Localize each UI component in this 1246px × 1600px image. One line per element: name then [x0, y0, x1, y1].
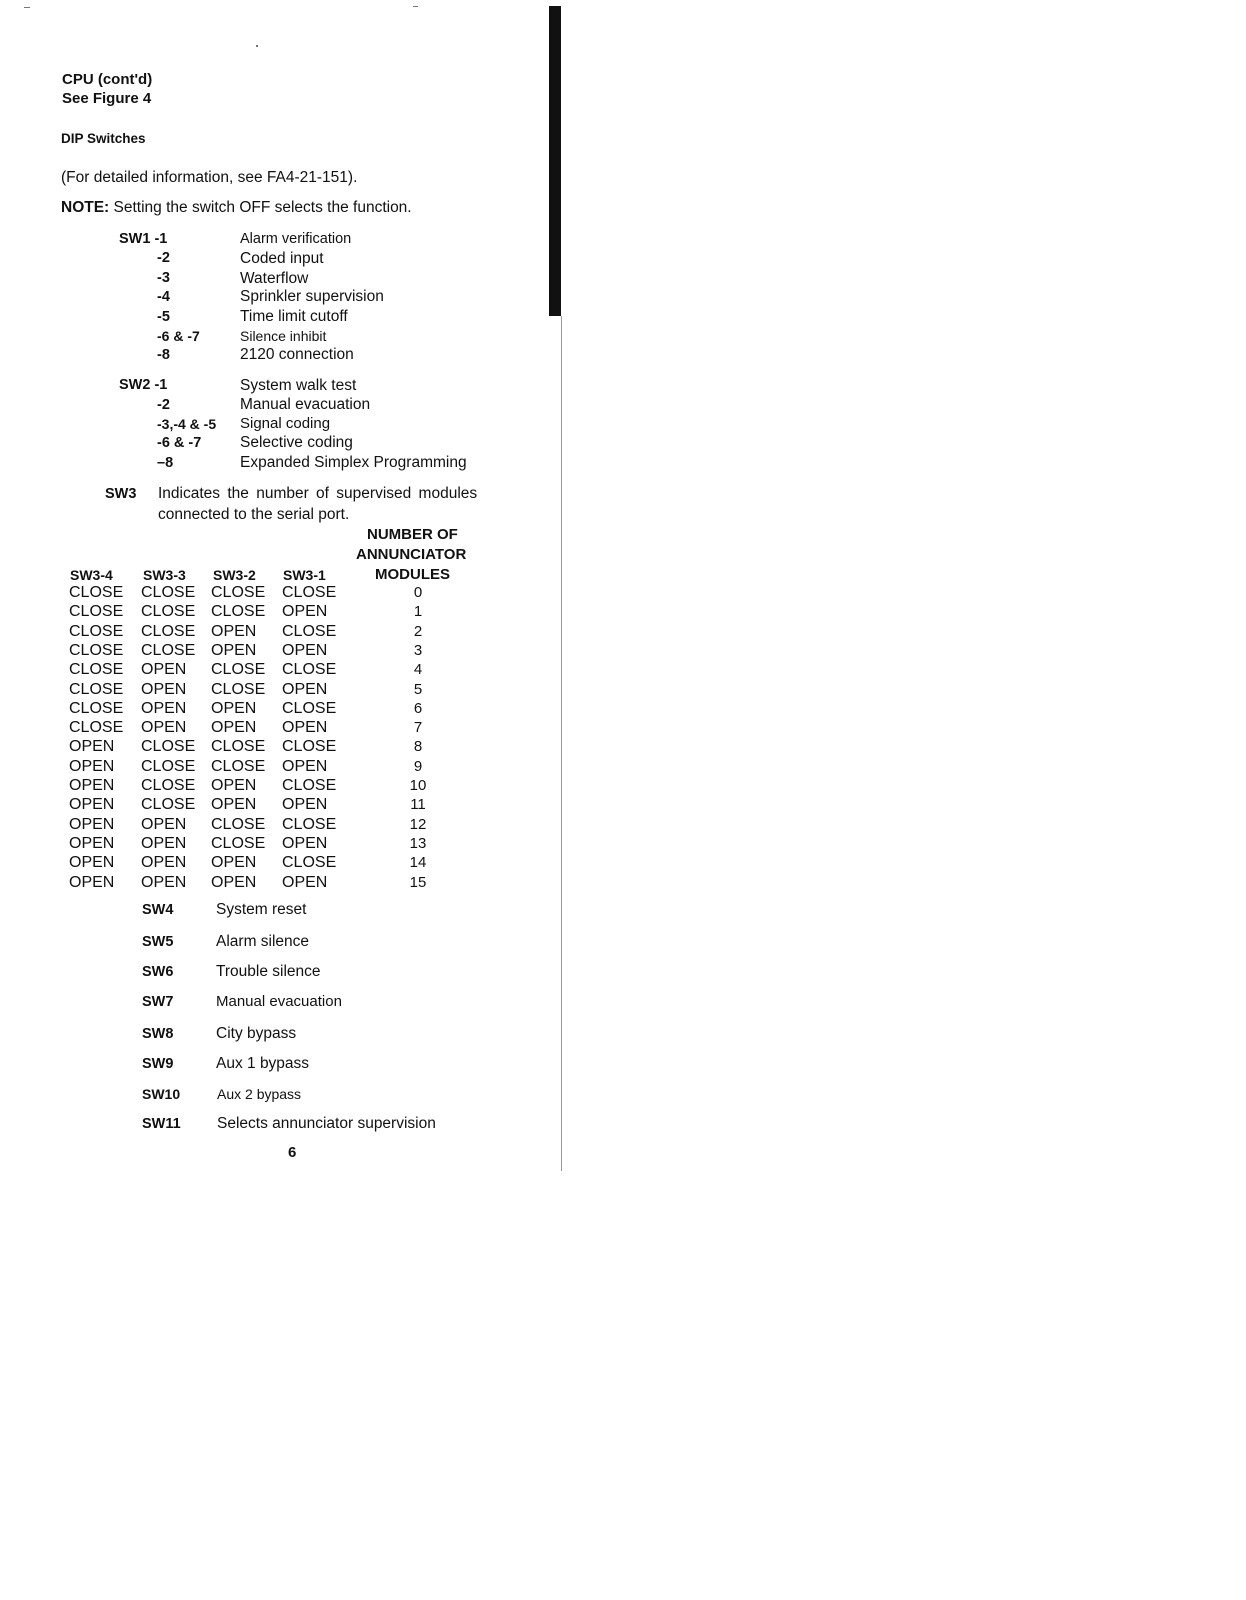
- cell-sw3-4: OPEN: [69, 854, 115, 872]
- sw1-8-desc: 2120 connection: [240, 346, 354, 363]
- cell-sw3-3: OPEN: [141, 680, 187, 698]
- table-row: [0, 795, 560, 815]
- cell-sw3-1: CLOSE: [282, 661, 337, 679]
- cell-sw3-4: CLOSE: [69, 584, 124, 601]
- cell-sw3-1: OPEN: [282, 719, 328, 737]
- sw6-id: SW6: [142, 964, 174, 980]
- cell-sw3-1: CLOSE: [282, 815, 337, 833]
- sw5-desc: Alarm silence: [216, 933, 310, 950]
- section-title: CPU (cont'd): [62, 71, 153, 88]
- cell-sw3-1: OPEN: [282, 757, 328, 775]
- table-row: [0, 699, 560, 719]
- cell-sw3-1: OPEN: [282, 873, 328, 891]
- sw9-desc: Aux 1 bypass: [216, 1055, 310, 1072]
- sw1-1-desc: Alarm verification: [240, 231, 352, 247]
- cell-sw3-4: OPEN: [69, 796, 115, 814]
- table-row: [0, 834, 560, 854]
- col-header-sw3-1: SW3-1: [283, 567, 326, 583]
- table-row: [0, 873, 560, 893]
- cell-module-count: 10: [409, 777, 427, 794]
- sw1-4-id: -4: [157, 289, 170, 305]
- sw2-2-id: -2: [157, 397, 170, 413]
- cell-sw3-3: CLOSE: [141, 738, 196, 756]
- cell-module-count: 12: [409, 815, 427, 833]
- cell-sw3-1: CLOSE: [282, 622, 337, 640]
- sw1-6-desc: Silence inhibit: [240, 328, 327, 344]
- sw2-6-desc: Selective coding: [240, 434, 353, 451]
- cell-module-count: 13: [409, 834, 427, 852]
- cell-module-count: 1: [413, 603, 423, 621]
- cell-sw3-3: CLOSE: [141, 796, 196, 814]
- note-line: [61, 199, 412, 217]
- table-row: [0, 602, 560, 622]
- cell-sw3-1: CLOSE: [282, 854, 337, 872]
- table-row: [0, 583, 560, 603]
- cell-module-count: 15: [409, 873, 427, 891]
- sw9-id: SW9: [142, 1056, 174, 1072]
- cell-sw3-2: OPEN: [211, 622, 257, 640]
- cell-sw3-1: CLOSE: [282, 584, 337, 601]
- table-row: [0, 622, 560, 642]
- cell-sw3-2: CLOSE: [211, 815, 266, 833]
- sw3-desc-line1: Indicates the number of supervised modules: [158, 485, 478, 502]
- cell-sw3-2: CLOSE: [211, 661, 266, 679]
- sw1-5-id: -5: [157, 309, 170, 325]
- cell-sw3-2: CLOSE: [211, 738, 266, 756]
- table-row: [0, 680, 560, 700]
- sw1-5-desc: Time limit cutoff: [240, 308, 348, 325]
- subheading: DIP Switches: [61, 131, 146, 146]
- cell-sw3-3: CLOSE: [141, 584, 196, 601]
- col-header-sw3-2: SW3-2: [213, 567, 256, 583]
- sw2-3-id: -3,-4 & -5: [157, 416, 217, 432]
- scan-speck: [24, 7, 30, 8]
- cell-sw3-2: OPEN: [211, 854, 257, 872]
- page-edge-line: [561, 316, 562, 1171]
- cell-sw3-4: CLOSE: [69, 661, 124, 679]
- note-label: NOTE:: [61, 199, 110, 216]
- note-text: Setting the switch OFF selects the function.: [113, 199, 412, 216]
- cell-sw3-3: OPEN: [141, 815, 187, 833]
- cell-sw3-3: OPEN: [141, 699, 187, 717]
- sw2-2-desc: Manual evacuation: [240, 396, 371, 413]
- sw1-3-id: -3: [157, 270, 170, 286]
- cell-sw3-2: CLOSE: [211, 680, 266, 698]
- cell-sw3-3: CLOSE: [141, 603, 196, 621]
- sw4-desc: System reset: [216, 901, 307, 918]
- cell-sw3-3: CLOSE: [141, 641, 196, 659]
- count-header-line1: NUMBER OF: [367, 526, 458, 543]
- table-row: [0, 660, 560, 680]
- sw1-1-id: SW1 -1: [119, 231, 168, 247]
- cell-sw3-4: OPEN: [69, 834, 115, 852]
- cell-sw3-3: CLOSE: [141, 777, 196, 794]
- cell-sw3-1: CLOSE: [282, 699, 337, 717]
- cell-sw3-4: CLOSE: [69, 603, 124, 621]
- sw10-id: SW10: [142, 1086, 181, 1102]
- table-row: [0, 737, 560, 757]
- cell-module-count: 9: [413, 757, 423, 775]
- cell-sw3-4: CLOSE: [69, 622, 124, 640]
- sw3-desc-line2: connected to the serial port.: [158, 506, 350, 523]
- cell-sw3-4: CLOSE: [69, 719, 124, 737]
- cell-sw3-3: OPEN: [141, 873, 187, 891]
- sw5-id: SW5: [142, 934, 174, 950]
- sw8-desc: City bypass: [216, 1025, 297, 1042]
- cell-sw3-1: OPEN: [282, 603, 328, 621]
- cell-sw3-4: OPEN: [69, 815, 115, 833]
- cell-sw3-2: CLOSE: [211, 834, 266, 852]
- sw11-id: SW11: [142, 1116, 181, 1132]
- table-row: [0, 776, 560, 796]
- table-row: [0, 718, 560, 738]
- cell-sw3-4: OPEN: [69, 738, 115, 756]
- cell-sw3-1: CLOSE: [282, 738, 337, 756]
- page-number: 6: [288, 1144, 297, 1161]
- cell-module-count: 7: [413, 719, 423, 737]
- col-header-sw3-4: SW3-4: [70, 567, 113, 583]
- cell-sw3-1: OPEN: [282, 641, 328, 659]
- cell-module-count: 5: [413, 680, 423, 698]
- cell-sw3-2: OPEN: [211, 641, 257, 659]
- sw10-desc: Aux 2 bypass: [217, 1086, 302, 1102]
- cell-sw3-2: OPEN: [211, 719, 257, 737]
- cell-sw3-3: CLOSE: [141, 757, 196, 775]
- count-header-line2: ANNUNCIATOR: [356, 546, 467, 563]
- cell-module-count: 2: [413, 622, 423, 640]
- reference-text: (For detailed information, see FA4-21-151).: [61, 169, 358, 186]
- sw6-desc: Trouble silence: [216, 963, 321, 980]
- sw4-id: SW4: [142, 902, 174, 918]
- scan-speck: [413, 6, 418, 7]
- scan-speck: [256, 45, 258, 47]
- cell-sw3-1: OPEN: [282, 834, 328, 852]
- table-row: [0, 757, 560, 777]
- table-row: [0, 853, 560, 873]
- sw3-label: SW3: [105, 486, 137, 502]
- sw1-6-id: -6 & -7: [157, 328, 200, 344]
- sw2-8-desc: Expanded Simplex Programming: [240, 454, 467, 471]
- sw1-4-desc: Sprinkler supervision: [240, 288, 384, 305]
- cell-module-count: 4: [413, 661, 423, 679]
- figure-reference: See Figure 4: [62, 90, 152, 107]
- cell-sw3-2: CLOSE: [211, 603, 266, 621]
- cell-sw3-2: OPEN: [211, 699, 257, 717]
- sw1-2-desc: Coded input: [240, 250, 324, 267]
- count-header-line3: MODULES: [375, 566, 450, 583]
- binding-edge-bar: [549, 6, 561, 316]
- cell-module-count: 0: [413, 584, 423, 601]
- cell-sw3-4: CLOSE: [69, 699, 124, 717]
- cell-sw3-3: OPEN: [141, 719, 187, 737]
- sw2-6-id: -6 & -7: [157, 435, 202, 451]
- cell-sw3-3: OPEN: [141, 834, 187, 852]
- cell-sw3-2: CLOSE: [211, 584, 266, 601]
- sw1-2-id: -2: [157, 250, 170, 266]
- col-header-sw3-3: SW3-3: [143, 567, 186, 583]
- cell-sw3-1: OPEN: [282, 796, 328, 814]
- table-row: [0, 641, 560, 661]
- cell-sw3-1: OPEN: [282, 680, 328, 698]
- sw7-desc: Manual evacuation: [216, 993, 342, 1010]
- cell-sw3-2: CLOSE: [211, 757, 266, 775]
- sw8-id: SW8: [142, 1026, 174, 1042]
- cell-sw3-4: OPEN: [69, 777, 115, 794]
- cell-sw3-2: OPEN: [211, 873, 257, 891]
- sw2-8-id: –8: [157, 455, 174, 471]
- cell-sw3-3: OPEN: [141, 854, 187, 872]
- cell-sw3-2: OPEN: [211, 777, 257, 794]
- sw2-3-desc: Signal coding: [240, 415, 331, 432]
- cell-module-count: 6: [413, 699, 423, 717]
- cell-sw3-4: CLOSE: [69, 680, 124, 698]
- cell-sw3-2: OPEN: [211, 796, 257, 814]
- cell-sw3-3: OPEN: [141, 661, 187, 679]
- cell-sw3-3: CLOSE: [141, 622, 196, 640]
- cell-module-count: 8: [413, 738, 423, 756]
- cell-sw3-1: CLOSE: [282, 777, 337, 794]
- sw7-id: SW7: [142, 994, 174, 1010]
- sw1-8-id: -8: [157, 347, 170, 363]
- cell-sw3-4: OPEN: [69, 757, 115, 775]
- sw11-desc: Selects annunciator supervision: [217, 1115, 436, 1132]
- cell-module-count: 14: [409, 854, 427, 872]
- cell-module-count: 3: [413, 641, 423, 659]
- sw1-3-desc: Waterflow: [240, 270, 309, 287]
- table-row: [0, 815, 560, 835]
- cell-module-count: 11: [410, 796, 426, 814]
- cell-sw3-4: OPEN: [69, 873, 115, 891]
- sw2-1-desc: System walk test: [240, 377, 357, 394]
- sw2-1-id: SW2 -1: [119, 377, 168, 393]
- cell-sw3-4: CLOSE: [69, 641, 124, 659]
